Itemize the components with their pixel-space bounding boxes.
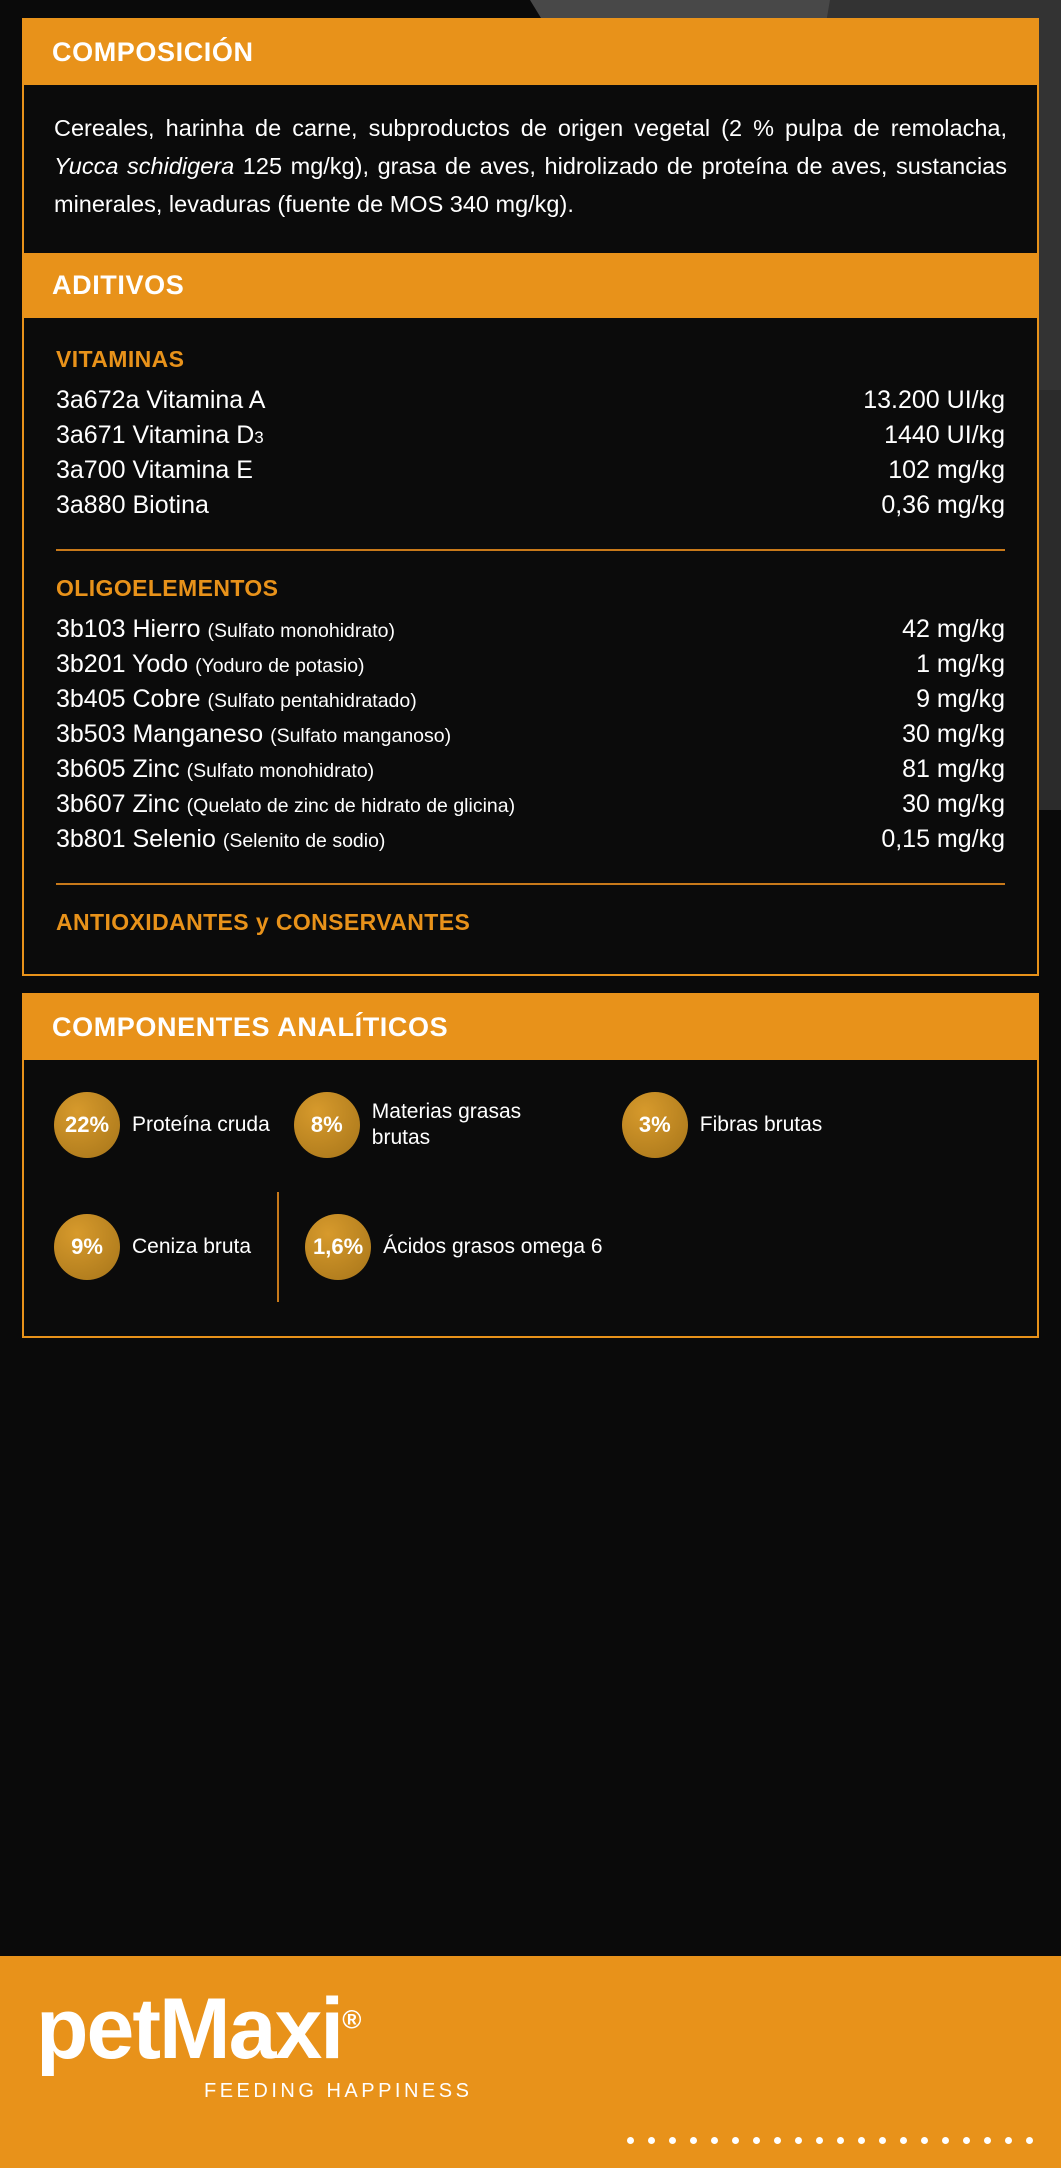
oligo-name-text: 3b405 Cobre: [56, 685, 201, 714]
vitamina-value: 1440 UI/kg: [884, 421, 1005, 450]
dot-icon: [984, 2137, 991, 2144]
oligo-name-text: 3b605 Zinc: [56, 755, 180, 784]
dot-icon: [690, 2137, 697, 2144]
vertical-divider: [277, 1192, 279, 1302]
oligo-name: [56, 648, 365, 681]
vitamina-value: 13.200 UI/kg: [863, 386, 1005, 415]
percent-bubble: 9%: [54, 1214, 120, 1280]
table-row: [56, 717, 1005, 752]
aditivos-panel: [22, 253, 1039, 976]
dot-icon: [732, 2137, 739, 2144]
analiticos-panel: [22, 993, 1039, 1338]
dot-icon: [879, 2137, 886, 2144]
vitamina-subscript: 3: [254, 428, 264, 448]
composicion-text-part2: 125 mg/kg), grasa de aves, hidrolizado de proteína de aves, sustancias minerales, levaduras (fuente de MOS 340 mg/kg).: [54, 153, 1007, 218]
dot-icon: [795, 2137, 802, 2144]
oligo-name-text: 3b103 Hierro: [56, 615, 201, 644]
oligo-name: [56, 683, 417, 716]
logo-pet: pet: [36, 1981, 159, 2077]
nutrient-label: Materias grasas brutas: [371, 1099, 522, 1150]
composicion-text-italic: Yucca schidigera: [54, 153, 235, 180]
dot-icon: [858, 2137, 865, 2144]
vitamina-name-text: 3a671 Vitamina D: [56, 421, 255, 450]
composicion-panel: [22, 18, 1039, 253]
list-item: [54, 1214, 251, 1280]
composicion-text-part1: Cereales, harinha de carne, subproductos de origen vegetal (2 % pulpa de remolacha,: [54, 115, 1007, 141]
oligo-name-paren: (Selenito de sodio): [222, 830, 386, 853]
table-row: [56, 822, 1005, 857]
dot-icon: [1026, 2137, 1033, 2144]
table-row: [56, 787, 1005, 822]
oligo-value: 0,15 mg/kg: [881, 825, 1005, 854]
aditivos-body: [24, 318, 1037, 974]
nutrient-label: Ceniza bruta: [132, 1235, 252, 1259]
oligoelementos-title: OLIGOELEMENTOS: [56, 575, 279, 602]
percent-bubble: 3%: [622, 1092, 688, 1158]
vitamina-name: 3a880 Biotina: [56, 491, 209, 520]
aditivos-heading: ADITIVOS: [24, 253, 1037, 318]
dot-icon: [753, 2137, 760, 2144]
table-row: [56, 612, 1005, 647]
dot-icon: [711, 2137, 718, 2144]
registered-icon: ®: [342, 2004, 360, 2035]
logo-maxi: Maxi: [159, 1981, 343, 2077]
antioxidantes-title: ANTIOXIDANTES y CONSERVANTES: [56, 909, 471, 936]
table-row: [56, 647, 1005, 682]
vitaminas-title: VITAMINAS: [56, 346, 185, 373]
composicion-text: [24, 85, 1037, 253]
divider: [56, 883, 1005, 885]
table-row: [56, 752, 1005, 787]
nutrient-label: Proteína cruda: [132, 1113, 270, 1137]
oligo-name-paren: (Sulfato pentahidratado): [207, 690, 417, 713]
logo-tagline: FEEDING HAPPINESS: [204, 2080, 473, 2102]
dot-icon: [1005, 2137, 1012, 2144]
oligo-value: 1 mg/kg: [916, 650, 1005, 679]
list-item: [294, 1092, 572, 1158]
table-row: [56, 418, 1005, 453]
percent-bubble: 22%: [54, 1092, 120, 1158]
dot-icon: [627, 2137, 634, 2144]
oligo-name-paren: (Sulfato monohidrato): [207, 620, 396, 643]
nutrient-label: Fibras brutas: [699, 1113, 823, 1137]
oligo-name-text: 3b201 Yodo: [56, 650, 189, 679]
oligo-value: 81 mg/kg: [902, 755, 1005, 784]
composicion-body: [24, 85, 1037, 253]
oligo-name-text: 3b503 Manganeso: [56, 720, 264, 749]
analiticos-row-1: [54, 1092, 1011, 1158]
oligo-name: [56, 753, 374, 786]
vitamina-value: 102 mg/kg: [888, 456, 1005, 485]
oligo-name-paren: (Quelato de zinc de hidrato de glicina): [186, 795, 516, 818]
oligo-value: 30 mg/kg: [902, 790, 1005, 819]
percent-bubble: 8%: [294, 1092, 360, 1158]
table-row: [56, 383, 1005, 418]
oligo-name-paren: (Sulfato monohidrato): [186, 760, 375, 783]
oligo-value: 42 mg/kg: [902, 615, 1005, 644]
table-row: [56, 488, 1005, 523]
vitaminas-list: [56, 383, 1005, 523]
dot-icon: [900, 2137, 907, 2144]
brand-logo: [36, 1981, 473, 2103]
dot-icon: [942, 2137, 949, 2144]
oligo-name: [56, 823, 385, 856]
oligo-name-text: 3b607 Zinc: [56, 790, 180, 819]
composicion-heading: COMPOSICIÓN: [24, 20, 1037, 85]
list-item: [54, 1092, 270, 1158]
dot-decoration: [627, 2137, 1033, 2144]
dot-icon: [816, 2137, 823, 2144]
dot-icon: [774, 2137, 781, 2144]
dot-icon: [669, 2137, 676, 2144]
list-item: [622, 1092, 823, 1158]
analiticos-heading: COMPONENTES ANALÍTICOS: [24, 995, 1037, 1060]
dot-icon: [921, 2137, 928, 2144]
divider: [56, 549, 1005, 551]
logo-text: [36, 1981, 472, 2077]
vitamina-name: 3a672a Vitamina A: [56, 386, 266, 415]
oligo-name-paren: (Sulfato manganoso): [270, 725, 452, 748]
oligo-value: 9 mg/kg: [916, 685, 1005, 714]
oligo-value: 30 mg/kg: [902, 720, 1005, 749]
vitamina-name: [56, 419, 264, 452]
vitamina-value: 0,36 mg/kg: [881, 491, 1005, 520]
list-item: [305, 1214, 602, 1280]
analiticos-row-2: [54, 1192, 1011, 1302]
nutrient-label: Ácidos grasos omega 6: [383, 1235, 603, 1259]
dot-icon: [648, 2137, 655, 2144]
oligo-name: [56, 613, 395, 646]
table-row: [56, 682, 1005, 717]
oligo-name: [56, 788, 515, 821]
vitamina-name: 3a700 Vitamina E: [56, 456, 253, 485]
table-row: [56, 453, 1005, 488]
oligo-name-text: 3b801 Selenio: [56, 825, 216, 854]
dot-icon: [963, 2137, 970, 2144]
dot-icon: [837, 2137, 844, 2144]
footer-bar: [0, 1956, 1061, 2168]
oligoelementos-list: [56, 612, 1005, 857]
oligo-name: [56, 718, 451, 751]
percent-bubble: 1,6%: [305, 1214, 371, 1280]
analiticos-body: [24, 1060, 1037, 1336]
oligo-name-paren: (Yoduro de potasio): [195, 655, 365, 678]
